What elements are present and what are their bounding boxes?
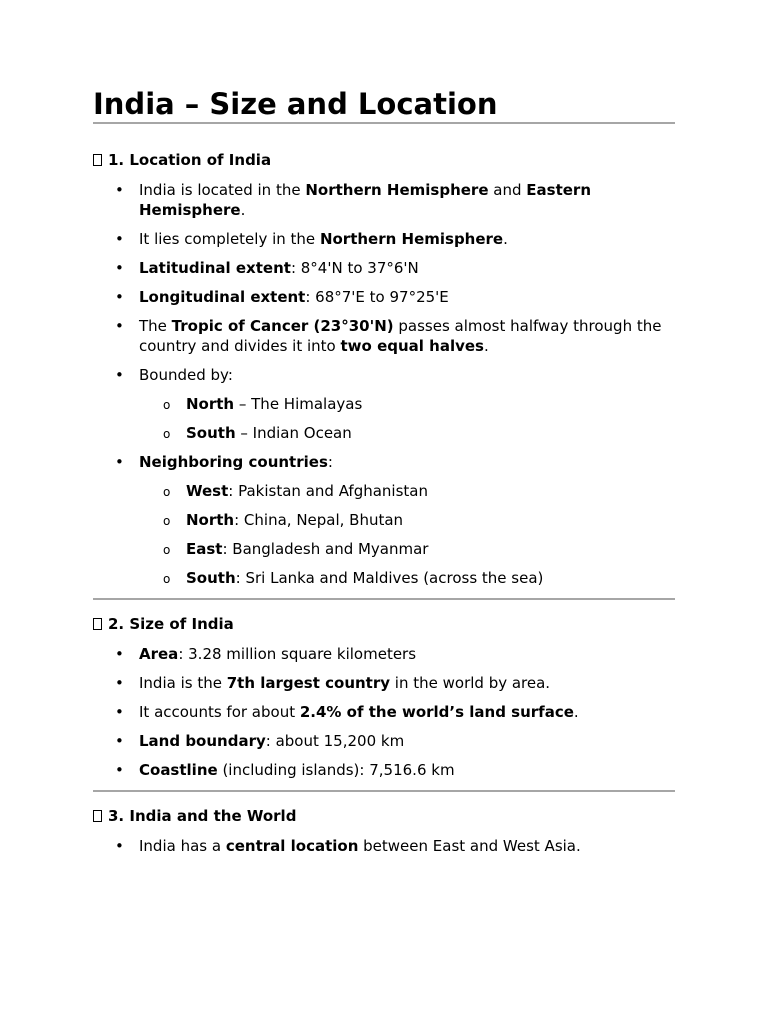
bold-text: Area [139, 645, 179, 663]
list-item [93, 673, 675, 693]
text-run: India has a [139, 837, 226, 855]
text-run: . [573, 703, 579, 721]
list-item-text [139, 703, 579, 721]
sub-list-item-text [186, 395, 362, 413]
bullet-icon: • [115, 837, 124, 855]
text-run: : Bangladesh and Myanmar [222, 540, 429, 558]
text-run: : Pakistan and Afghanistan [228, 482, 428, 500]
section-3 [93, 806, 675, 856]
text-run: passes almost halfway through the country and divides it into [139, 317, 662, 355]
sub-list-item-text [186, 511, 403, 529]
bullet-icon: • [115, 230, 124, 248]
sub-list-item [93, 568, 675, 588]
page-title: India – Size and Location [93, 87, 498, 121]
circle-bullet-icon: o [163, 514, 171, 528]
list-item [93, 316, 675, 356]
section-divider [93, 790, 675, 792]
text-run: – Indian Ocean [235, 424, 352, 442]
bullet-icon: • [115, 761, 124, 779]
text-run: India is located in the [139, 181, 306, 199]
box-icon [93, 618, 102, 630]
list-item-text [139, 837, 581, 855]
bullet-list [93, 836, 675, 856]
text-run: Bounded by: [139, 366, 233, 384]
list-item-text [139, 761, 455, 779]
bold-text: South [186, 569, 236, 587]
section-heading [93, 150, 675, 170]
list-item [93, 836, 675, 856]
sub-list-item [93, 481, 675, 501]
text-run: It lies completely in the [139, 230, 320, 248]
bullet-icon: • [115, 453, 124, 471]
text-run: : China, Nepal, Bhutan [234, 511, 404, 529]
text-run: : 3.28 million square kilometers [178, 645, 417, 663]
list-item-text [139, 317, 661, 355]
bold-text: 2.4% of the world’s land surface [299, 703, 574, 721]
bullet-icon: • [115, 366, 124, 384]
sub-list-item [93, 394, 675, 414]
bold-text: Northern Hemisphere [319, 230, 504, 248]
list-item-text [139, 453, 333, 471]
sub-list-item-text [186, 424, 352, 442]
text-run: : Sri Lanka and Maldives (across the sea) [235, 569, 544, 587]
bold-text: North [186, 511, 235, 529]
list-item-text [139, 259, 419, 277]
list-item-text [139, 645, 416, 663]
list-item [93, 452, 675, 588]
text-run: : 68°7'E to 97°25'E [305, 288, 449, 306]
bullet-icon: • [115, 317, 124, 335]
section-heading-text: 1. Location of India [108, 151, 272, 169]
text-run: . [503, 230, 508, 248]
bullet-icon: • [115, 732, 124, 750]
bullet-icon: • [115, 259, 124, 277]
circle-bullet-icon: o [163, 572, 171, 586]
text-run: The [139, 317, 172, 335]
box-icon [93, 810, 102, 822]
title-divider [93, 122, 675, 124]
bullet-icon: • [115, 645, 124, 663]
bullet-icon: • [115, 703, 124, 721]
text-run: India is the [139, 674, 227, 692]
section-heading-text: 2. Size of India [108, 615, 234, 633]
list-item [93, 760, 675, 780]
sub-list-item [93, 510, 675, 530]
section-1 [93, 150, 675, 600]
bold-text: Eastern Hemisphere [139, 181, 591, 219]
bold-text: two equal halves [340, 337, 484, 355]
list-item-text [139, 181, 591, 219]
circle-bullet-icon: o [163, 543, 171, 557]
bold-text: Longitudinal extent [139, 288, 306, 306]
bold-text: South [186, 424, 236, 442]
bullet-list [93, 644, 675, 780]
section-divider [93, 598, 675, 600]
bold-text: Neighboring countries [139, 453, 328, 471]
box-icon [93, 154, 102, 166]
bold-text: Latitudinal extent [139, 259, 291, 277]
text-run: (including islands): 7,516.6 km [217, 761, 455, 779]
sections-container [93, 150, 675, 856]
text-run: : 8°4'N to 37°6'N [290, 259, 419, 277]
list-item [93, 258, 675, 278]
section-heading [93, 806, 675, 826]
text-run: . [483, 337, 489, 355]
text-run: and [488, 181, 527, 199]
text-run: – The Himalayas [234, 395, 363, 413]
bold-text: Tropic of Cancer (23°30'N) [171, 317, 394, 335]
list-item-text [139, 230, 508, 248]
bold-text: Northern Hemisphere [305, 181, 489, 199]
section-heading-text: 3. India and the World [108, 807, 297, 825]
sub-list-item [93, 423, 675, 443]
section-heading [93, 614, 675, 634]
circle-bullet-icon: o [163, 485, 171, 499]
bullet-icon: • [115, 181, 124, 199]
text-run: : about 15,200 km [265, 732, 405, 750]
bold-text: 7th largest country [226, 674, 391, 692]
text-run: It accounts for about [139, 703, 300, 721]
list-item [93, 365, 675, 443]
list-item [93, 702, 675, 722]
bold-text: central location [225, 837, 359, 855]
list-item-text [139, 732, 404, 750]
list-item [93, 644, 675, 664]
bullet-list [93, 180, 675, 588]
bold-text: Land boundary [139, 732, 266, 750]
text-run: : [327, 453, 333, 471]
sub-list-item-text [186, 482, 428, 500]
bullet-icon: • [115, 674, 124, 692]
list-item-text [139, 674, 550, 692]
document-content [93, 86, 675, 856]
sub-list-item [93, 539, 675, 559]
sub-list-item-text [186, 540, 428, 558]
circle-bullet-icon: o [163, 427, 171, 441]
bold-text: North [186, 395, 235, 413]
list-item [93, 180, 675, 220]
sub-bullet-list [139, 394, 675, 443]
section-2 [93, 614, 675, 792]
list-item [93, 229, 675, 249]
circle-bullet-icon: o [163, 398, 171, 412]
list-item [93, 287, 675, 307]
bullet-icon: • [115, 288, 124, 306]
bold-text: Coastline [139, 761, 218, 779]
text-run: . [240, 201, 246, 219]
sub-list-item-text [186, 569, 543, 587]
text-run: in the world by area. [390, 674, 551, 692]
list-item-text [139, 366, 233, 384]
bold-text: East [186, 540, 223, 558]
sub-bullet-list [139, 481, 675, 588]
list-item-text [139, 288, 449, 306]
bold-text: West [186, 482, 229, 500]
text-run: between East and West Asia. [358, 837, 581, 855]
list-item [93, 731, 675, 751]
